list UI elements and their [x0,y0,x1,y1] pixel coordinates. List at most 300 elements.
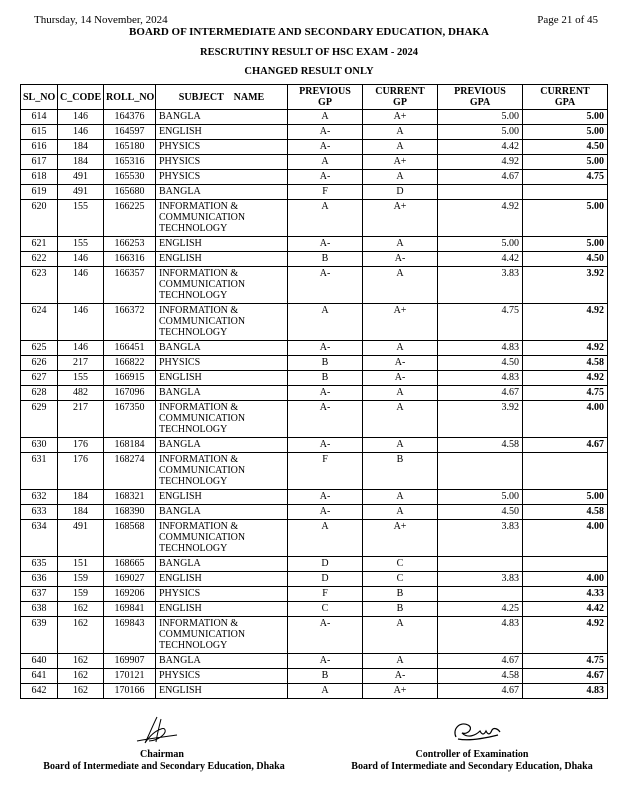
subject-line: BANGLA [159,342,201,353]
cell-roll: 166915 [104,371,156,386]
cell-roll: 169841 [104,602,156,617]
cell-ccode: 184 [58,155,104,170]
cell-cur-gp: B [363,453,438,490]
subject-line: TECHNOLOGY [159,290,228,301]
cell-sl: 614 [21,110,58,125]
table-row [21,587,608,602]
cell-cur-gpa: 4.92 [523,371,608,386]
cell-subject [156,356,288,371]
cell-roll: 164597 [104,125,156,140]
subject-line: PHYSICS [159,156,201,167]
cell-ccode: 482 [58,386,104,401]
cell-ccode: 162 [58,602,104,617]
cell-sl: 636 [21,572,58,587]
cell-prev-gp: A- [288,490,363,505]
cell-cur-gpa [523,557,608,572]
cell-subject [156,341,288,356]
cell-roll: 166316 [104,252,156,267]
cell-cur-gpa: 4.75 [523,386,608,401]
cell-prev-gp: A [288,684,363,699]
cell-subject [156,170,288,185]
table-row [21,438,608,453]
page-number: Page 21 of 45 [537,14,598,26]
table-row [21,401,608,438]
cell-cur-gpa: 4.42 [523,602,608,617]
cell-cur-gp: A- [363,356,438,371]
subject-line: TECHNOLOGY [159,327,228,338]
cell-prev-gp: A- [288,237,363,252]
chairman-title: Chairman [140,749,184,760]
cell-subject [156,304,288,341]
cell-subject [156,520,288,557]
cell-prev-gp: A- [288,617,363,654]
subject-line: BANGLA [159,439,201,450]
table-row [21,602,608,617]
subject-line: INFORMATION & [159,305,239,316]
cell-cur-gpa: 4.00 [523,572,608,587]
cell-subject [156,490,288,505]
col-header-sl: SL_NO [21,85,58,110]
subject-line: PHYSICS [159,171,201,182]
table-row [21,453,608,490]
cell-prev-gpa: 4.83 [438,617,523,654]
cell-prev-gp: C [288,602,363,617]
subject-line: INFORMATION & [159,618,239,629]
cell-prev-gp: A [288,200,363,237]
subject-line: PHYSICS [159,357,201,368]
cell-subject [156,371,288,386]
cell-prev-gpa: 4.83 [438,341,523,356]
cell-prev-gp: A- [288,386,363,401]
cell-roll: 168321 [104,490,156,505]
cell-ccode: 155 [58,237,104,252]
cell-cur-gp: A [363,438,438,453]
cell-cur-gpa [523,453,608,490]
cell-roll: 168184 [104,438,156,453]
cell-cur-gpa: 5.00 [523,237,608,252]
cell-prev-gpa [438,453,523,490]
cell-roll: 168665 [104,557,156,572]
cell-subject [156,602,288,617]
cell-prev-gp: A- [288,125,363,140]
cell-cur-gpa: 4.67 [523,438,608,453]
subject-line: ENGLISH [159,573,202,584]
subject-line: TECHNOLOGY [159,476,228,487]
cell-prev-gp: B [288,356,363,371]
cell-sl: 633 [21,505,58,520]
subject-line: INFORMATION & [159,402,239,413]
cell-prev-gpa: 4.42 [438,252,523,267]
cell-prev-gp: A- [288,438,363,453]
col-header-prev-gpa [438,85,523,110]
cell-ccode: 162 [58,684,104,699]
table-row [21,557,608,572]
cell-cur-gpa: 4.00 [523,401,608,438]
cell-roll: 165530 [104,170,156,185]
cell-sl: 615 [21,125,58,140]
cell-cur-gp: A+ [363,304,438,341]
cell-subject [156,401,288,438]
cell-prev-gp: A- [288,401,363,438]
header-line: GPA [554,97,576,108]
cell-cur-gp: A [363,170,438,185]
cell-prev-gpa: 5.00 [438,490,523,505]
cell-ccode: 146 [58,252,104,267]
cell-roll: 170121 [104,669,156,684]
cell-subject [156,267,288,304]
cell-sl: 637 [21,587,58,602]
cell-sl: 641 [21,669,58,684]
subject-line: BANGLA [159,506,201,517]
table-row [21,140,608,155]
cell-subject [156,252,288,267]
header-line: GPA [469,97,491,108]
cell-prev-gp: A [288,520,363,557]
board-title: BOARD OF INTERMEDIATE AND SECONDARY EDUCATION, DHAKA [129,26,489,38]
cell-ccode: 159 [58,587,104,602]
header-line: CURRENT [540,86,590,97]
table-row [21,572,608,587]
cell-roll: 166225 [104,200,156,237]
subject-line: ENGLISH [159,603,202,614]
subject-line: COMMUNICATION [159,212,246,223]
cell-prev-gp: A- [288,505,363,520]
subject-line: INFORMATION & [159,454,239,465]
table-row [21,252,608,267]
cell-ccode: 155 [58,371,104,386]
cell-prev-gpa: 4.67 [438,386,523,401]
cell-subject [156,617,288,654]
cell-cur-gpa: 4.58 [523,505,608,520]
chairman-signature [127,715,187,747]
cell-cur-gpa [523,185,608,200]
subject-line: PHYSICS [159,670,201,681]
exam-title: RESCRUTINY RESULT OF HSC EXAM - 2024 [199,47,418,58]
table-row [21,170,608,185]
cell-prev-gp: A- [288,267,363,304]
cell-roll: 169206 [104,587,156,602]
cell-roll: 166357 [104,267,156,304]
cell-cur-gp: A+ [363,520,438,557]
col-header-prev-gp [288,85,363,110]
col-header-ccode: C_CODE [58,85,104,110]
subject-line: PHYSICS [159,588,201,599]
cell-prev-gpa: 3.92 [438,401,523,438]
cell-roll: 166253 [104,237,156,252]
cell-prev-gpa: 4.67 [438,684,523,699]
cell-prev-gpa: 5.00 [438,110,523,125]
col-header-cur-gpa [523,85,608,110]
cell-prev-gp: B [288,669,363,684]
col-header-roll: ROLL_NO [104,85,156,110]
table-row [21,267,608,304]
cell-ccode: 491 [58,170,104,185]
cell-cur-gp: A [363,267,438,304]
cell-sl: 640 [21,654,58,669]
cell-cur-gp: A+ [363,684,438,699]
cell-cur-gp: C [363,557,438,572]
subject-line: ENGLISH [159,238,202,249]
cell-ccode: 491 [58,520,104,557]
cell-sl: 638 [21,602,58,617]
cell-roll: 168274 [104,453,156,490]
header-line: GP [393,97,407,108]
cell-cur-gpa: 3.92 [523,267,608,304]
cell-subject [156,557,288,572]
subject-line: COMMUNICATION [159,629,246,640]
cell-ccode: 184 [58,140,104,155]
cell-prev-gp: A- [288,170,363,185]
cell-subject [156,185,288,200]
cell-cur-gp: A+ [363,155,438,170]
subject-line: PHYSICS [159,141,201,152]
cell-cur-gp: A- [363,252,438,267]
cell-subject [156,386,288,401]
report-subtitle: CHANGED RESULT ONLY [244,66,374,77]
cell-prev-gp: A- [288,341,363,356]
cell-sl: 622 [21,252,58,267]
cell-cur-gp: A+ [363,200,438,237]
cell-cur-gp: B [363,587,438,602]
cell-prev-gpa: 4.42 [438,140,523,155]
cell-ccode: 146 [58,125,104,140]
cell-roll: 165180 [104,140,156,155]
cell-cur-gpa: 4.92 [523,341,608,356]
cell-cur-gpa: 4.00 [523,520,608,557]
cell-subject [156,200,288,237]
cell-sl: 623 [21,267,58,304]
cell-prev-gpa: 4.58 [438,669,523,684]
cell-prev-gpa: 4.67 [438,170,523,185]
table-row [21,669,608,684]
table-row [21,125,608,140]
cell-subject [156,572,288,587]
cell-sl: 624 [21,304,58,341]
cell-ccode: 162 [58,669,104,684]
cell-roll: 166822 [104,356,156,371]
cell-ccode: 176 [58,438,104,453]
subject-line: COMMUNICATION [159,532,246,543]
cell-ccode: 162 [58,654,104,669]
cell-roll: 166372 [104,304,156,341]
cell-cur-gpa: 5.00 [523,200,608,237]
cell-prev-gpa [438,185,523,200]
cell-subject [156,453,288,490]
cell-roll: 164376 [104,110,156,125]
cell-subject [156,125,288,140]
cell-prev-gp: A [288,110,363,125]
table-row [21,110,608,125]
cell-sl: 619 [21,185,58,200]
cell-cur-gp: D [363,185,438,200]
cell-roll: 169027 [104,572,156,587]
cell-prev-gpa: 4.75 [438,304,523,341]
cell-ccode: 184 [58,490,104,505]
subject-line: INFORMATION & [159,268,239,279]
cell-cur-gpa: 4.50 [523,140,608,155]
cell-sl: 628 [21,386,58,401]
cell-prev-gpa: 4.50 [438,356,523,371]
cell-cur-gp: B [363,602,438,617]
cell-sl: 642 [21,684,58,699]
cell-cur-gp: A+ [363,110,438,125]
subject-line: BANGLA [159,387,201,398]
subject-line: COMMUNICATION [159,413,246,424]
cell-cur-gp: A- [363,669,438,684]
subject-line: ENGLISH [159,685,202,696]
cell-cur-gpa: 5.00 [523,110,608,125]
table-row [21,237,608,252]
cell-sl: 630 [21,438,58,453]
cell-prev-gp: B [288,371,363,386]
subject-line: ENGLISH [159,126,202,137]
table-row [21,200,608,237]
cell-roll: 168390 [104,505,156,520]
cell-cur-gpa: 4.92 [523,304,608,341]
controller-title: Controller of Examination [415,749,529,760]
cell-prev-gp: A- [288,140,363,155]
cell-cur-gp: A [363,386,438,401]
controller-signature [448,717,504,747]
cell-subject [156,654,288,669]
table-row [21,304,608,341]
cell-ccode: 184 [58,505,104,520]
cell-roll: 165680 [104,185,156,200]
cell-sl: 639 [21,617,58,654]
cell-subject [156,237,288,252]
result-table [20,84,608,699]
subject-line: COMMUNICATION [159,465,246,476]
cell-sl: 616 [21,140,58,155]
chairman-org: Board of Intermediate and Secondary Education, Dhaka [43,761,285,772]
cell-prev-gpa: 4.50 [438,505,523,520]
table-header-row [21,85,608,110]
table-row [21,505,608,520]
cell-sl: 627 [21,371,58,386]
cell-prev-gp: A- [288,654,363,669]
cell-roll: 167350 [104,401,156,438]
cell-ccode: 146 [58,110,104,125]
cell-prev-gpa: 3.83 [438,572,523,587]
cell-ccode: 146 [58,341,104,356]
cell-subject [156,669,288,684]
cell-sl: 621 [21,237,58,252]
cell-subject [156,438,288,453]
cell-prev-gp: A [288,304,363,341]
report-date: Thursday, 14 November, 2024 [34,14,168,26]
cell-sl: 620 [21,200,58,237]
table-row [21,617,608,654]
cell-sl: 617 [21,155,58,170]
cell-cur-gpa: 4.50 [523,252,608,267]
table-row [21,490,608,505]
cell-prev-gpa: 4.83 [438,371,523,386]
cell-prev-gp: D [288,572,363,587]
cell-prev-gpa: 3.83 [438,520,523,557]
cell-ccode: 146 [58,304,104,341]
table-row [21,155,608,170]
cell-subject [156,505,288,520]
subject-line: BANGLA [159,111,201,122]
cell-prev-gp: A [288,155,363,170]
cell-ccode: 146 [58,267,104,304]
table-row [21,386,608,401]
header-line: CURRENT [375,86,425,97]
subject-line: INFORMATION & [159,521,239,532]
cell-ccode: 491 [58,185,104,200]
cell-cur-gp: A [363,140,438,155]
header-line: GP [318,97,332,108]
cell-prev-gpa: 4.58 [438,438,523,453]
cell-cur-gpa: 5.00 [523,155,608,170]
cell-roll: 167096 [104,386,156,401]
cell-prev-gpa: 4.25 [438,602,523,617]
subject-line: COMMUNICATION [159,279,246,290]
cell-cur-gpa: 4.92 [523,617,608,654]
subject-line: BANGLA [159,655,201,666]
cell-cur-gp: A [363,490,438,505]
cell-ccode: 217 [58,401,104,438]
cell-cur-gpa: 4.58 [523,356,608,371]
subject-line: ENGLISH [159,372,202,383]
cell-sl: 629 [21,401,58,438]
cell-subject [156,140,288,155]
header-line: PREVIOUS [454,86,506,97]
cell-prev-gp: F [288,587,363,602]
cell-prev-gp: F [288,453,363,490]
cell-cur-gpa: 4.83 [523,684,608,699]
cell-prev-gpa [438,587,523,602]
cell-subject [156,110,288,125]
cell-ccode: 176 [58,453,104,490]
cell-ccode: 151 [58,557,104,572]
cell-ccode: 159 [58,572,104,587]
table-row [21,341,608,356]
subject-line: TECHNOLOGY [159,640,228,651]
cell-sl: 625 [21,341,58,356]
cell-roll: 168568 [104,520,156,557]
cell-cur-gp: A [363,401,438,438]
subject-line: TECHNOLOGY [159,543,228,554]
cell-cur-gp: C [363,572,438,587]
col-header-cur-gp [363,85,438,110]
cell-cur-gp: A [363,617,438,654]
cell-roll: 169843 [104,617,156,654]
cell-sl: 618 [21,170,58,185]
subject-line: BANGLA [159,186,201,197]
cell-cur-gpa: 4.67 [523,669,608,684]
cell-subject [156,587,288,602]
cell-cur-gp: A [363,505,438,520]
cell-sl: 632 [21,490,58,505]
cell-sl: 634 [21,520,58,557]
subject-line: INFORMATION & [159,201,239,212]
cell-cur-gp: A [363,341,438,356]
cell-subject [156,684,288,699]
subject-line: ENGLISH [159,491,202,502]
cell-cur-gpa: 4.75 [523,654,608,669]
table-row [21,371,608,386]
cell-prev-gp: D [288,557,363,572]
cell-subject [156,155,288,170]
cell-cur-gp: A [363,125,438,140]
col-header-subject: SUBJECT NAME [156,85,288,110]
cell-prev-gpa: 4.67 [438,654,523,669]
cell-cur-gp: A [363,654,438,669]
cell-roll: 169907 [104,654,156,669]
cell-prev-gpa [438,557,523,572]
subject-line: TECHNOLOGY [159,223,228,234]
